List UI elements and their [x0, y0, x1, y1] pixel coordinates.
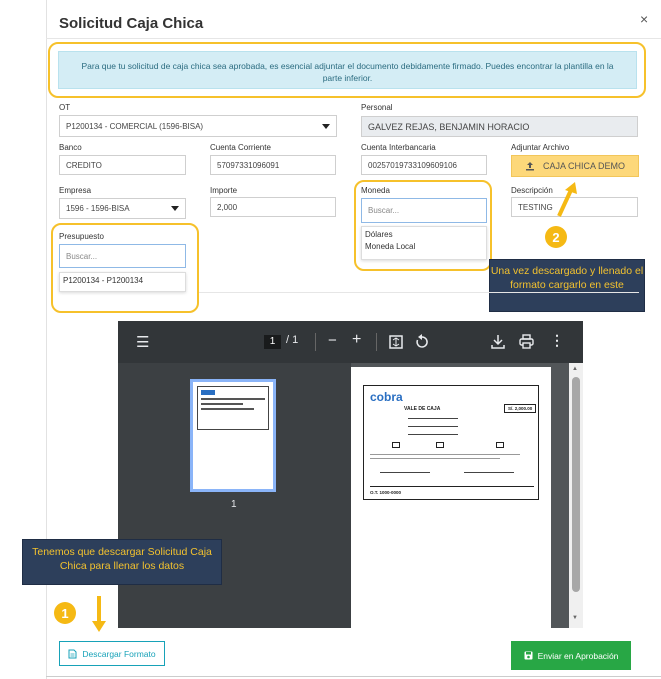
thumb-logo [201, 390, 215, 395]
ot-label: OT [59, 103, 71, 112]
doc-line [370, 458, 500, 459]
chevron-down-icon [171, 206, 179, 211]
moneda-label: Moneda [361, 186, 390, 195]
document-frame [363, 385, 539, 500]
arrow-down-icon [89, 594, 109, 636]
callout-1: Tenemos que descargar Solicitud Caja Chica para llenar los datos [22, 539, 222, 585]
cuenta-interbancaria-label: Cuenta Interbancaria [361, 143, 436, 152]
file-icon [68, 649, 77, 659]
descripcion-label: Descripción [511, 186, 553, 195]
divider [46, 676, 661, 677]
scroll-down-icon[interactable]: ▼ [572, 615, 578, 621]
info-alert: Para que tu solicitud de caja chica sea aprobada, es esencial adjuntar el documento debidamente firmado. Puedes encontrar la plantilla en la parte inferior. [58, 51, 637, 89]
cuenta-corriente-label: Cuenta Corriente [210, 143, 271, 152]
zoom-in-icon[interactable]: + [352, 331, 362, 348]
callout-2: Una vez descargado y llenado el formato cargarlo en este [489, 259, 645, 312]
personal-label: Personal [361, 103, 393, 112]
doc-line [408, 434, 458, 435]
page-thumbnail[interactable] [190, 379, 276, 492]
caja-chica-demo-label: CAJA CHICA DEMO [542, 161, 625, 171]
arrow-up-icon [555, 180, 585, 220]
presupuesto-option[interactable]: P1200134 - P1200134 [63, 276, 144, 285]
banco-field[interactable]: CREDITO [59, 155, 186, 175]
importe-field[interactable]: 2,000 [210, 197, 336, 217]
divider [46, 38, 661, 39]
toolbar-divider [315, 333, 316, 351]
menu-icon[interactable]: ☰ [136, 334, 150, 351]
page-number-input[interactable]: 1 [264, 335, 281, 349]
descargar-formato-button[interactable] [59, 641, 165, 666]
divider [199, 292, 639, 293]
scroll-up-icon[interactable]: ▲ [572, 366, 578, 372]
moneda-search-input[interactable]: Buscar... [361, 198, 487, 223]
enviar-aprobacion-button[interactable] [511, 641, 631, 670]
thumb-line [201, 398, 265, 400]
doc-line [408, 426, 458, 427]
doc-signature-line [464, 472, 514, 473]
doc-line [370, 454, 520, 455]
more-options-icon[interactable]: ⋮ [550, 332, 564, 348]
descripcion-field[interactable]: TESTING [511, 197, 638, 217]
doc-line [408, 418, 458, 419]
doc-box [496, 442, 504, 448]
cuenta-interbancaria-field[interactable]: 00257019733109609106 [361, 155, 487, 175]
moneda-option-local[interactable]: Moneda Local [365, 242, 416, 251]
presupuesto-label: Presupuesto [59, 232, 104, 241]
ot-select[interactable] [59, 115, 337, 137]
modal-title: Solicitud Caja Chica [59, 15, 204, 32]
chevron-down-icon [322, 124, 330, 129]
step-1-badge: 1 [54, 602, 76, 624]
moneda-option-dolares[interactable]: Dólares [365, 230, 393, 239]
personal-field: GALVEZ REJAS, BENJAMIN HORACIO [361, 116, 638, 137]
scrollbar-thumb[interactable] [572, 377, 580, 592]
save-icon [524, 651, 533, 660]
step-2-badge: 2 [545, 226, 567, 248]
close-icon[interactable]: × [640, 11, 649, 27]
page-total: / 1 [286, 334, 299, 346]
zoom-out-icon[interactable]: − [328, 332, 337, 349]
pdf-page [351, 367, 551, 628]
toolbar-divider [376, 333, 377, 351]
pdf-toolbar [118, 321, 583, 363]
pdf-scrollbar[interactable] [569, 363, 583, 628]
thumbnail-panel [118, 363, 351, 628]
cuenta-corriente-field[interactable]: 57097331096091 [210, 155, 336, 175]
doc-box [392, 442, 400, 448]
moneda-dropdown [361, 226, 487, 260]
importe-label: Importe [210, 186, 238, 195]
presupuesto-dropdown [59, 272, 186, 292]
thumbnail-label: 1 [231, 499, 237, 510]
document-footer: O.T. 1000-0000 [370, 490, 402, 495]
print-icon[interactable] [519, 334, 534, 349]
banco-label: Banco [59, 143, 82, 152]
caja-chica-demo-button[interactable] [511, 155, 639, 177]
upload-icon [525, 161, 535, 171]
document-amount: S/. 2,000.00 [504, 404, 536, 413]
adjuntar-label: Adjuntar Archivo [511, 143, 570, 152]
rotate-icon[interactable] [415, 334, 429, 349]
download-icon[interactable] [491, 334, 505, 349]
empresa-label: Empresa [59, 186, 92, 195]
doc-box [436, 442, 444, 448]
document-heading: VALE DE CAJA [404, 406, 441, 412]
document-logo: cobra [370, 390, 403, 404]
doc-line [370, 486, 534, 487]
descargar-formato-label: Descargar Formato [82, 648, 156, 659]
thumb-line [201, 403, 243, 405]
empresa-value: 1596 - 1596-BISA [66, 204, 130, 213]
presupuesto-search-input[interactable]: Buscar... [59, 244, 186, 268]
thumbnail-preview [197, 386, 269, 430]
fit-page-icon[interactable] [389, 335, 403, 349]
ot-value: P1200134 - COMERCIAL (1596-BISA) [66, 121, 204, 131]
empresa-select[interactable] [59, 198, 186, 219]
doc-signature-line [380, 472, 430, 473]
enviar-aprobacion-label: Enviar en Aprobación [537, 650, 619, 661]
thumb-line [201, 408, 254, 410]
